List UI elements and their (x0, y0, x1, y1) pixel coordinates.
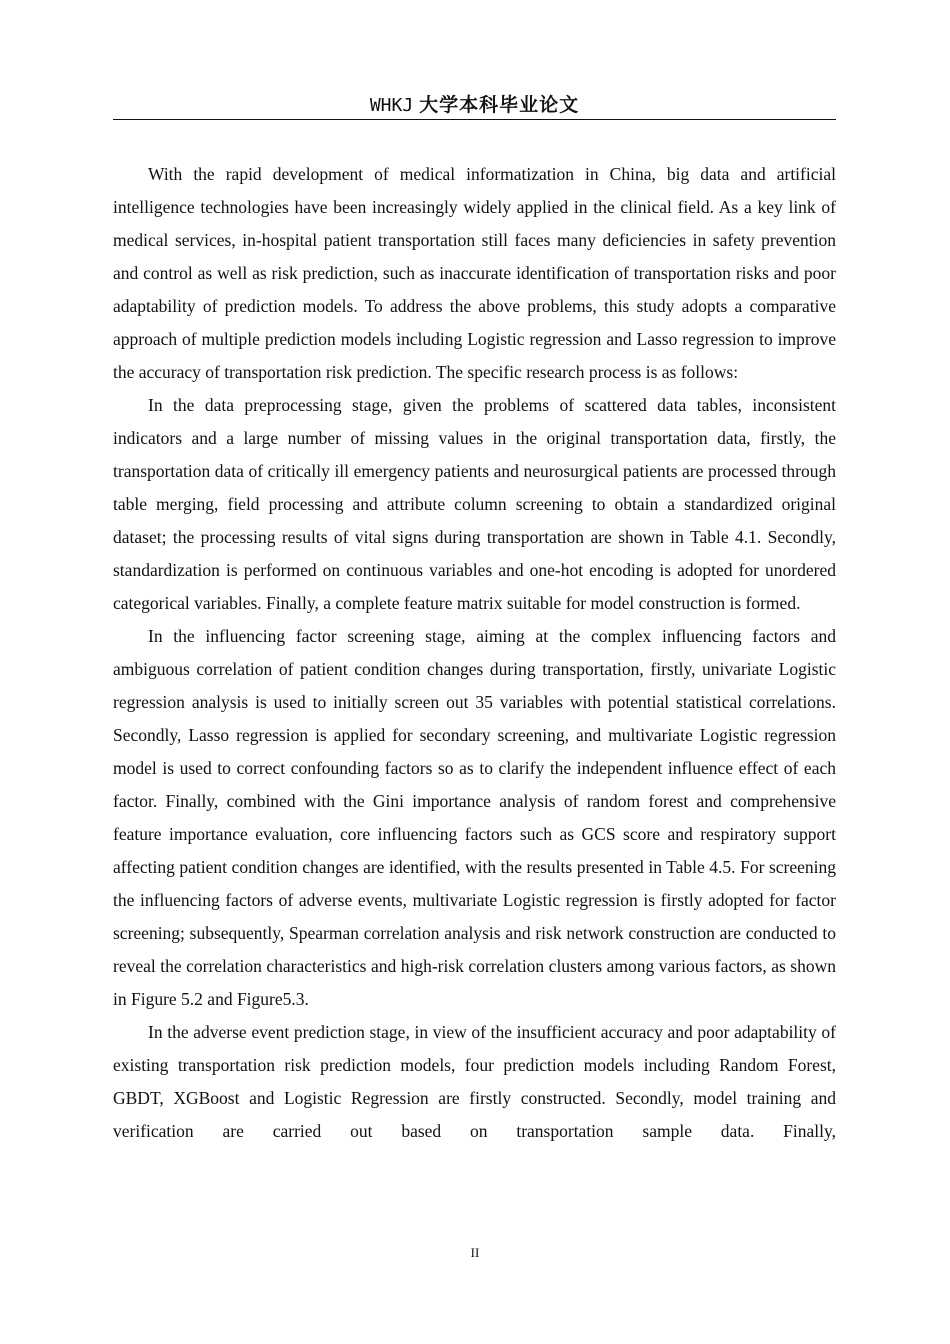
abstract-body (113, 158, 836, 1148)
header-university-code: WHKJ (369, 95, 414, 116)
header-thesis-title: 大学本科毕业论文 (419, 94, 580, 116)
paragraph-event-prediction: In the adverse event prediction stage, in view of the insufficient accuracy and poor adaptability of existing transportation risk prediction models, four prediction models including Random Forest, GBDT, XGBoost and Logistic Regression are firstly constructed. Secondly, model training and verification are carried out based on transportation sample data. Finally, (113, 1022, 836, 1141)
paragraph-intro: With the rapid development of medical informatization in China, big data and artificial intelligence technologies have been increasingly widely applied in the clinical field. As a key link of medical services, in-hospital patient transportation still faces many deficiencies in safety prevention and control as well as risk prediction, such as inaccurate identification of transportation risks and poor adaptability of prediction models. To address the above problems, this study adopts a comparative approach of multiple prediction models including Logistic regression and Lasso regression to improve the accuracy of transportation risk prediction. The specific research process is as follows: (113, 164, 836, 382)
page-header (113, 92, 836, 120)
page-number: II (470, 1245, 480, 1260)
paragraph-factor-screening: In the influencing factor screening stage, aiming at the complex influencing factors and ambiguous correlation of patient condition changes during transportation, firstly, univariate Logistic regression analysis is used to initially screen out 35 variables with potential statistical correlations. Secondly, Lasso regression is applied for secondary screening, and multivariate Logistic regression model is used to correct confounding factors so as to clarify the independent influence effect of each factor. Finally, combined with the Gini importance analysis of random forest and comprehensive feature importance evaluation, core influencing factors such as GCS score and respiratory support affecting patient condition changes are identified, with the results presented in Table 4.5. For screening the influencing factors of adverse events, multivariate Logistic regression is firstly adopted for factor screening; subsequently, Spearman correlation analysis and risk network construction are conducted to reveal the correlation characteristics and high-risk correlation clusters among various factors, as shown in Figure 5.2 and Figure5.3. (113, 626, 836, 1009)
paragraph-data-preprocessing: In the data preprocessing stage, given the problems of scattered data tables, inconsistent indicators and a large number of missing values in the original transportation data, firstly, the transportation data of critically ill emergency patients and neurosurgical patients are processed through table merging, field processing and attribute column screening to obtain a standardized original dataset; the processing results of vital signs during transportation are shown in Table 4.1. Secondly, standardization is performed on continuous variables and one-hot encoding is adopted for unordered categorical variables. Finally, a complete feature matrix suitable for model construction is formed. (113, 395, 836, 613)
